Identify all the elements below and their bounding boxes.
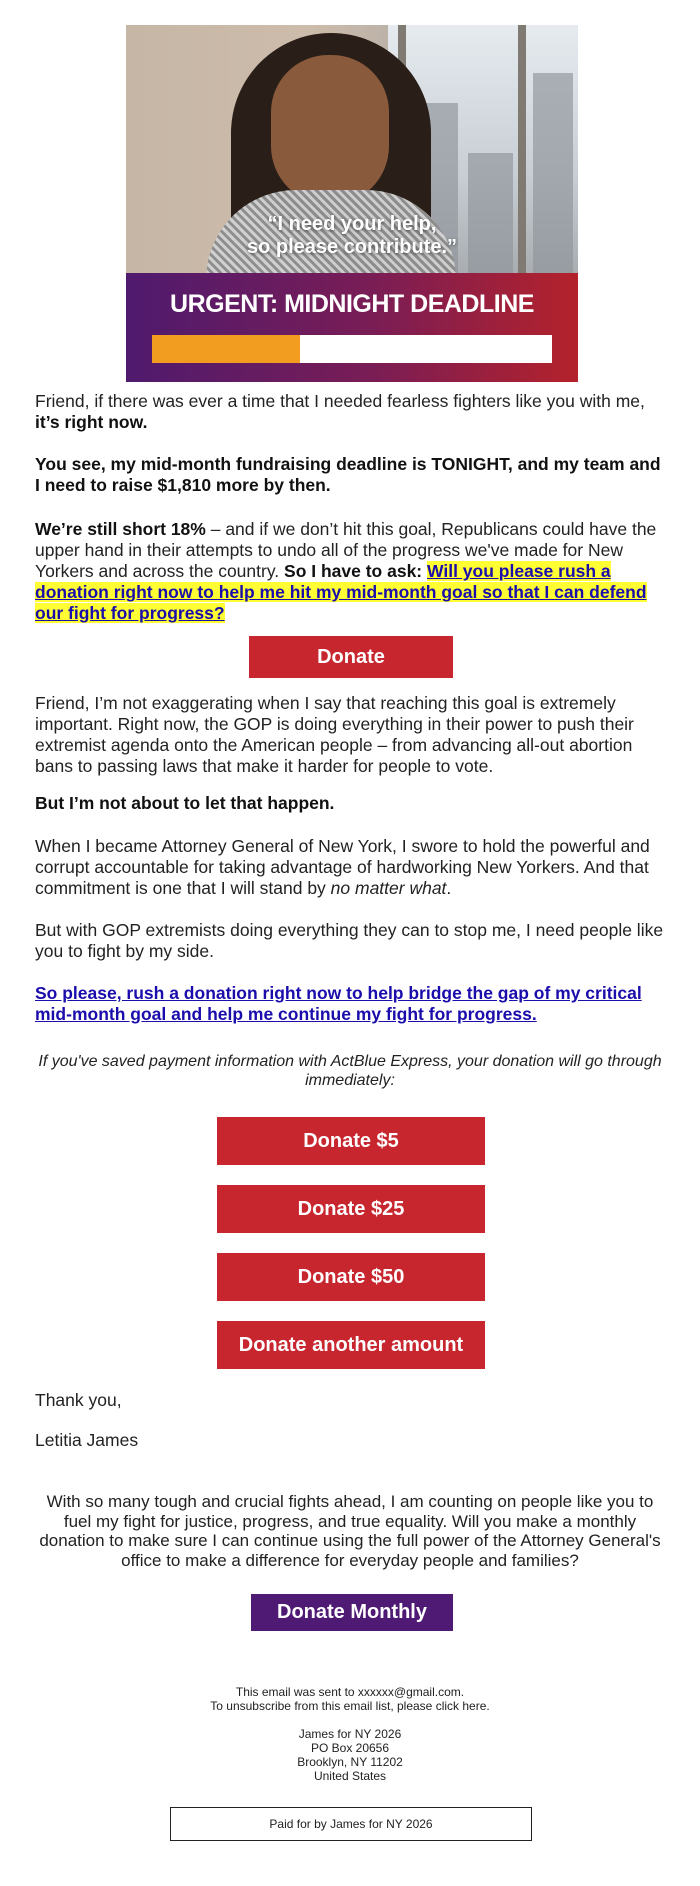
urgent-banner [126,273,578,382]
ask-paragraph [35,519,665,624]
signature: Letitia James [35,1430,139,1450]
hero-image[interactable] [126,25,578,382]
paid-for-disclaimer [170,1807,532,1841]
short-bold: We’re still short 18% [35,519,206,539]
progress-fill [152,335,300,363]
deadline-bold: You see, my mid-month fundraising deadline is TONIGHT, and my team and I need to raise $1,810 more by then. [35,454,661,495]
address-line: Brooklyn, NY 11202 [297,1755,403,1769]
gop-paragraph [35,693,665,777]
ag-text: When I became Attorney General of New York, I swore to hold the powerful and corrupt accountable for taking advantage of hardworking New Yorkers. And that commitment is one that I will stand by [35,836,650,898]
footer-email-link[interactable]: xxxxxx@gmail.com [357,1685,461,1699]
attorney-general-paragraph [35,836,665,899]
side-text: But with GOP extremists doing everything they can to stop me, I need people like you to fight by my side. [35,920,664,961]
footer-address [0,1727,700,1783]
actblue-note: If you've saved payment information with ActBlue Express, your donation will go through immediately: [38,1053,662,1089]
ask-text: – and if we don’t hit this goal, Republicans could have the upper hand in their attempts to undo all of the progress we've made for New Yorkers and across the country. [35,519,657,581]
ask-bold: So I have to ask: [284,561,427,581]
thanks-text: Thank you, [35,1390,122,1410]
donate-50-button[interactable]: Donate $50 [217,1253,485,1301]
footer-sent-to [0,1685,700,1699]
footer-sent-suffix: . [460,1685,465,1699]
intro-paragraph [35,391,665,433]
ag-italic: no matter what [330,878,447,898]
footer-unsubscribe[interactable] [0,1699,700,1713]
fundraising-progress-bar [152,335,552,363]
address-line: James for NY 2026 [298,1727,402,1741]
hero-quote [126,213,578,259]
donate-other-amount-button[interactable]: Donate another amount [217,1321,485,1369]
ag-end: . [446,878,452,898]
donate-25-button[interactable]: Donate $25 [217,1185,485,1233]
footer-sent-prefix: This email was sent to [235,1685,358,1699]
speaker-portrait-face [271,55,389,205]
deadline-paragraph [35,454,665,496]
address-line: United States [313,1769,387,1783]
rush-paragraph [35,983,665,1025]
hero-quote-line1: “I need your help, [267,213,437,235]
resolve-paragraph [35,793,665,814]
hero-quote-line2: so please contribute.” [246,236,458,258]
monthly-appeal: With so many tough and crucial fights ahead, I am counting on people like you to fuel my fight for justice, progress, and true equality. Will you make a monthly donation to make sure I can continue using the full power of the Attorney General's office to make a difference for everyday people and families? [39,1492,661,1570]
side-paragraph [35,920,665,962]
address-line: PO Box 20656 [310,1741,390,1755]
gop-text: Friend, I’m not exaggerating when I say that reaching this goal is extremely important. Right now, the GOP is doing everything in their power to push their extremist agenda onto the American people – from advancing all-out abortion bans to passing laws that make it harder for people to vote. [35,693,634,776]
resolve-bold: But I’m not about to let that happen. [35,793,335,813]
banner-title: URGENT: MIDNIGHT DEADLINE [170,290,534,318]
donate-button[interactable]: Donate [249,636,453,678]
intro-text: Friend, if there was ever a time that I needed fearless fighters like you with me, [35,391,645,411]
intro-bold: it’s right now. [35,412,148,432]
donation-ask-link[interactable]: Will you please rush a donation right now to help me hit my mid-month goal so that I can defend our fight for progress? [35,561,647,623]
donate-5-button[interactable]: Donate $5 [217,1117,485,1165]
paid-for-text: Paid for by James for NY 2026 [269,1817,433,1831]
rush-donation-link[interactable]: So please, rush a donation right now to help bridge the gap of my critical mid-month goal and help me continue my fight for progress. [35,983,642,1024]
donate-monthly-button[interactable]: Donate Monthly [251,1594,453,1631]
unsubscribe-link[interactable]: To unsubscribe from this email list, please click here. [210,1699,490,1713]
